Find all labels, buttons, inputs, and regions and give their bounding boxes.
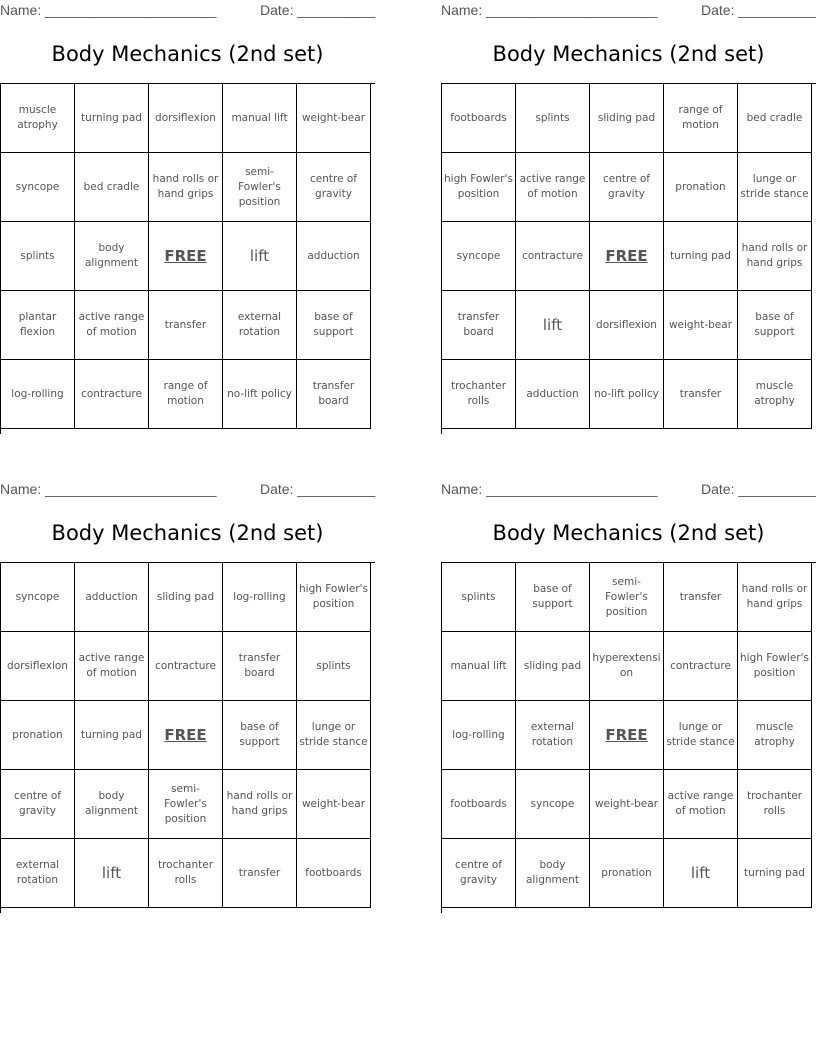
bingo-cell: adduction [297, 222, 371, 291]
bingo-cell: no-lift policy [590, 360, 664, 429]
bingo-cell: lift [75, 839, 149, 908]
card-title: Body Mechanics (2nd set) [51, 521, 324, 545]
bingo-cell: semi-Fowler's position [590, 563, 664, 632]
free-space: FREE [590, 701, 664, 770]
bingo-cell: contracture [149, 632, 223, 701]
free-space: FREE [149, 222, 223, 291]
bingo-cell: hyperextension [590, 632, 664, 701]
bingo-cell: base of support [738, 291, 812, 360]
name-field-label: Name: ______________________ [441, 481, 658, 497]
free-space: FREE [149, 701, 223, 770]
bingo-cell: centre of gravity [590, 153, 664, 222]
bingo-cell: lift [664, 839, 738, 908]
bingo-cell: high Fowler's position [442, 153, 516, 222]
bingo-cell: semi-Fowler's position [149, 770, 223, 839]
bingo-cell: active range of motion [75, 632, 149, 701]
bingo-cell: log-rolling [223, 563, 297, 632]
card-header [441, 479, 816, 501]
bingo-card [0, 479, 376, 886]
bingo-cell: dorsiflexion [1, 632, 75, 701]
bingo-cell: range of motion [664, 84, 738, 153]
bingo-cell: centre of gravity [442, 839, 516, 908]
bingo-cell: lunge or stride stance [738, 153, 812, 222]
bingo-cell: turning pad [664, 222, 738, 291]
bingo-cell: no-lift policy [223, 360, 297, 429]
bingo-cell: transfer board [297, 360, 371, 429]
date-field-label: Date: __________ [701, 2, 816, 18]
bingo-cell: pronation [664, 153, 738, 222]
bingo-card [441, 479, 816, 886]
bingo-cell: adduction [516, 360, 590, 429]
bingo-cell: log-rolling [1, 360, 75, 429]
bingo-cell: external rotation [516, 701, 590, 770]
bingo-cell: splints [297, 632, 371, 701]
card-header [0, 0, 375, 22]
bingo-cell: contracture [75, 360, 149, 429]
bingo-cell: plantar flexion [1, 291, 75, 360]
bingo-cell: hand rolls or hand grips [738, 222, 812, 291]
bingo-card [441, 0, 816, 407]
bingo-card [0, 0, 376, 407]
date-field-label: Date: __________ [260, 2, 376, 18]
bingo-cell: weight-bear [297, 84, 371, 153]
bingo-cell: high Fowler's position [738, 632, 812, 701]
card-title: Body Mechanics (2nd set) [492, 42, 765, 66]
bingo-cell: active range of motion [516, 153, 590, 222]
name-field-label: Name: ______________________ [441, 2, 658, 18]
bingo-cell: manual lift [223, 84, 297, 153]
card-title: Body Mechanics (2nd set) [492, 521, 765, 545]
bingo-cell: bed cradle [738, 84, 812, 153]
bingo-cell: range of motion [149, 360, 223, 429]
card-title: Body Mechanics (2nd set) [51, 42, 324, 66]
bingo-cell: footboards [442, 770, 516, 839]
bingo-cell: turning pad [75, 84, 149, 153]
bingo-cell: manual lift [442, 632, 516, 701]
bingo-cell: base of support [297, 291, 371, 360]
bingo-cell: centre of gravity [1, 770, 75, 839]
bingo-cell: syncope [442, 222, 516, 291]
bingo-cell: adduction [75, 563, 149, 632]
bingo-cell: transfer [664, 563, 738, 632]
card-header [441, 0, 816, 22]
bingo-cell: sliding pad [516, 632, 590, 701]
name-field-label: Name: ______________________ [0, 2, 217, 18]
bingo-cell: high Fowler's position [297, 563, 371, 632]
bingo-cell: turning pad [738, 839, 812, 908]
bingo-cell: dorsiflexion [590, 291, 664, 360]
bingo-grid [441, 83, 816, 434]
bingo-cell: body alignment [75, 222, 149, 291]
bingo-cell: base of support [516, 563, 590, 632]
bingo-grid [441, 562, 816, 913]
bingo-cell: footboards [442, 84, 516, 153]
bingo-grid [0, 562, 375, 913]
bingo-cell: pronation [1, 701, 75, 770]
bingo-cell: splints [442, 563, 516, 632]
bingo-cell: external rotation [1, 839, 75, 908]
bingo-cell: contracture [664, 632, 738, 701]
bingo-cell: external rotation [223, 291, 297, 360]
bingo-cell: hand rolls or hand grips [149, 153, 223, 222]
bingo-cell: active range of motion [75, 291, 149, 360]
card-header [0, 479, 375, 501]
bingo-cell: dorsiflexion [149, 84, 223, 153]
date-field-label: Date: __________ [701, 481, 816, 497]
bingo-cell: trochanter rolls [738, 770, 812, 839]
bingo-cell: splints [516, 84, 590, 153]
bingo-cell: weight-bear [664, 291, 738, 360]
bingo-cell: weight-bear [297, 770, 371, 839]
bingo-cell: bed cradle [75, 153, 149, 222]
bingo-cell: lift [223, 222, 297, 291]
bingo-cell: weight-bear [590, 770, 664, 839]
bingo-cell: transfer board [442, 291, 516, 360]
bingo-cell: contracture [516, 222, 590, 291]
bingo-cell: log-rolling [442, 701, 516, 770]
bingo-cell: transfer [223, 839, 297, 908]
bingo-grid [0, 83, 375, 434]
bingo-cell: centre of gravity [297, 153, 371, 222]
bingo-cell: hand rolls or hand grips [223, 770, 297, 839]
free-space: FREE [590, 222, 664, 291]
bingo-cell: transfer [149, 291, 223, 360]
bingo-cell: trochanter rolls [149, 839, 223, 908]
bingo-cell: body alignment [75, 770, 149, 839]
bingo-cell: lift [516, 291, 590, 360]
bingo-cell: syncope [1, 153, 75, 222]
bingo-cell: lunge or stride stance [297, 701, 371, 770]
bingo-cell: muscle atrophy [1, 84, 75, 153]
bingo-cell: muscle atrophy [738, 360, 812, 429]
name-field-label: Name: ______________________ [0, 481, 217, 497]
bingo-cell: active range of motion [664, 770, 738, 839]
bingo-cell: splints [1, 222, 75, 291]
bingo-cell: turning pad [75, 701, 149, 770]
bingo-cell: hand rolls or hand grips [738, 563, 812, 632]
bingo-cell: base of support [223, 701, 297, 770]
bingo-cell: trochanter rolls [442, 360, 516, 429]
bingo-cell: muscle atrophy [738, 701, 812, 770]
bingo-cell: transfer [664, 360, 738, 429]
bingo-cell: footboards [297, 839, 371, 908]
bingo-cell: pronation [590, 839, 664, 908]
bingo-cell: transfer board [223, 632, 297, 701]
bingo-cell: sliding pad [590, 84, 664, 153]
bingo-cell: syncope [1, 563, 75, 632]
bingo-cell: syncope [516, 770, 590, 839]
date-field-label: Date: __________ [260, 481, 376, 497]
bingo-cell: semi-Fowler's position [223, 153, 297, 222]
bingo-cell: lunge or stride stance [664, 701, 738, 770]
bingo-cell: body alignment [516, 839, 590, 908]
bingo-cell: sliding pad [149, 563, 223, 632]
